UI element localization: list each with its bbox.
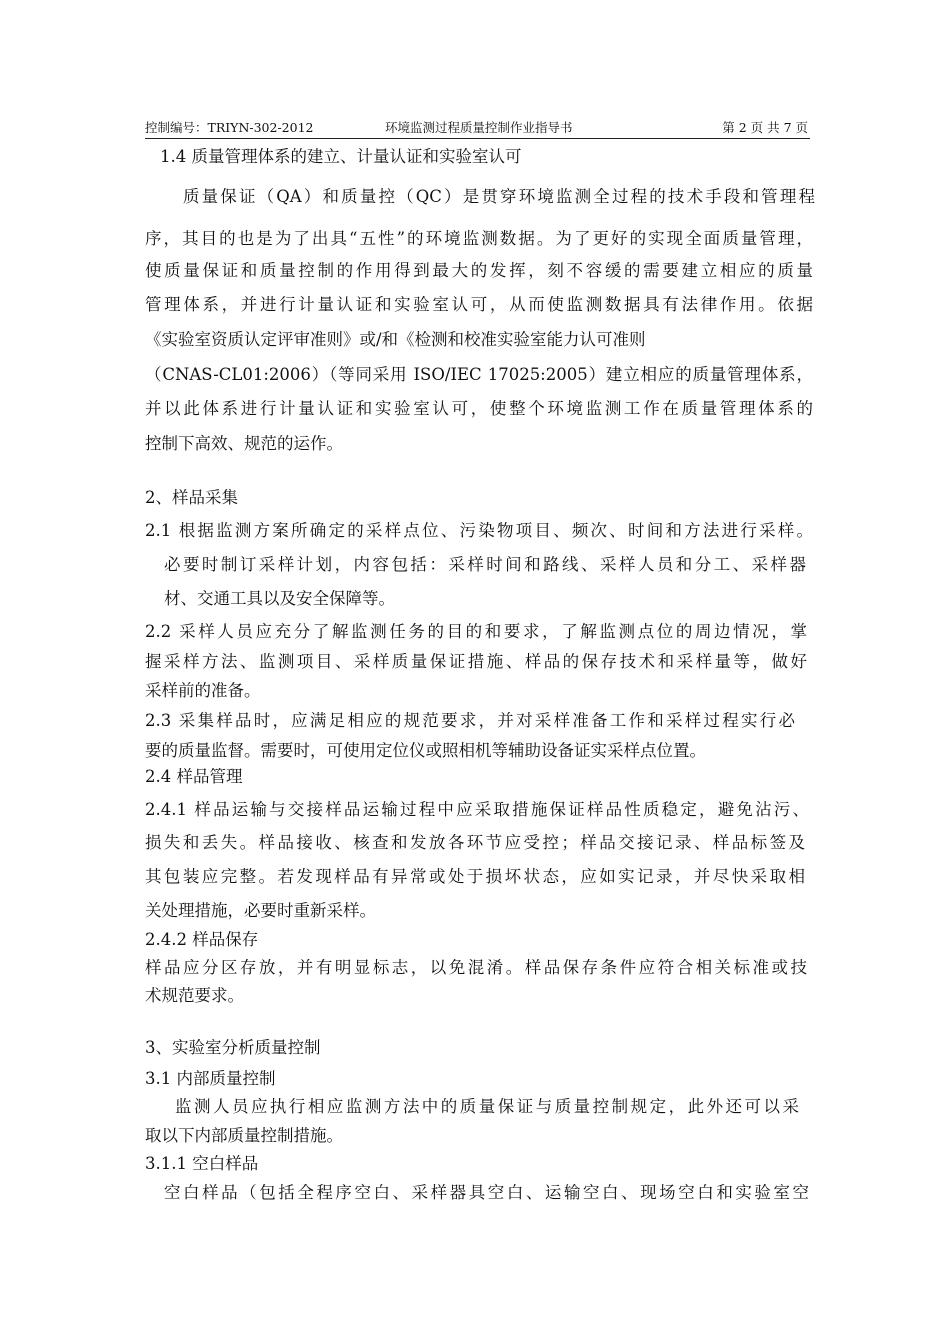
body-text-line: 《实验室资质认定评审准则》或/和《检测和校准实验室能力认可准则 [145,330,646,349]
body-text-line: 取以下内部质量控制措施。 [145,1126,343,1145]
subsection-heading-2-4: 2.4 样品管理 [145,767,243,786]
body-text-line: 监测人员应执行相应监测方法中的质量保证与质量控制规定，此外还可以采 [175,1097,799,1116]
subsection-heading-3-1-1: 3.1.1 空白样品 [145,1154,259,1173]
subsection-heading-2-4-2: 2.4.2 样品保存 [145,930,259,949]
body-text-line: 管理体系，并进行计量认证和实验室认可，从而使监测数据具有法律作用。依据 [145,295,813,314]
body-text-line: 2.4.1 样品运输与交接样品运输过程中应采取措施保证样品性质稳定，避免沾污、 [145,800,809,819]
body-text-line: 序，其目的也是为了出具“五性”的环境监测数据。为了更好的实现全面质量管理， [145,229,813,248]
body-text-line: 空白样品（包括全程序空白、采样器具空白、运输空白、现场空白和实验室空 [164,1183,809,1202]
body-text-line: 损失和丢失。样品接收、核查和发放各环节应受控；样品交接记录、样品标签及 [145,833,805,852]
body-text-line: 必要时制订采样计划，内容包括：采样时间和路线、采样人员和分工、采样器 [164,555,806,574]
body-text-line: 握采样方法、监测项目、采样质量保证措施、样品的保存技术和采样量等，做好 [145,652,807,671]
body-text-line: 使质量保证和质量控制的作用得到最大的发挥，刻不容缓的需要建立相应的质量 [145,261,813,280]
section-heading-2: 2、样品采集 [145,488,238,507]
body-text-line: （CNAS-CL01:2006）（等同采用 ISO/IEC 17025:2005）建立相应的质量管理体系， [145,365,813,384]
body-text-line: 样品应分区存放，并有明显标志，以免混淆。样品保存条件应符合相关标准或技 [145,958,807,977]
page-number: 第 2 页 共 7 页 [722,120,808,135]
body-text-line: 材、交通工具以及安全保障等。 [164,589,395,608]
document-title: 环境监测过程质量控制作业指导书 [385,120,573,135]
body-text-line: 质量保证（QA）和质量控（QC）是贯穿环境监测全过程的技术手段和管理程 [183,187,815,206]
body-text-line: 术规范要求。 [145,986,244,1005]
body-text-line: 其包装应完整。若发现样品有异常或处于损坏状态，应如实记录，并尽快采取相 [145,867,805,886]
body-text-line: 2.2 采样人员应充分了解监测任务的目的和要求，了解监测点位的周边情况，掌 [145,622,807,641]
body-text-line: 2.3 采集样品时，应满足相应的规范要求，并对采样准备工作和采样过程实行必 [145,711,795,730]
body-text-line: 并以此体系进行计量认证和实验室认可，使整个环境监测工作在质量管理体系的 [145,399,813,418]
page-header [145,120,810,139]
body-text-line: 关处理措施，必要时重新采样。 [145,901,376,920]
section-heading-1-4: 1.4 质量管理体系的建立、计量认证和实验室认可 [160,147,522,166]
body-text-line: 控制下高效、规范的运作。 [145,434,343,453]
body-text-line: 采样前的准备。 [145,681,261,700]
section-heading-3: 3、实验室分析质量控制 [145,1038,321,1057]
subsection-heading-3-1: 3.1 内部质量控制 [145,1069,276,1088]
document-code: 控制编号：TRIYN-302-2012 [145,120,314,135]
body-text-line: 2.1 根据监测方案所确定的采样点位、污染物项目、频次、时间和方法进行采样。 [145,521,813,540]
body-text-line: 要的质量监督。需要时，可使用定位仪或照相机等辅助设备证实采样点位置。 [145,741,706,760]
